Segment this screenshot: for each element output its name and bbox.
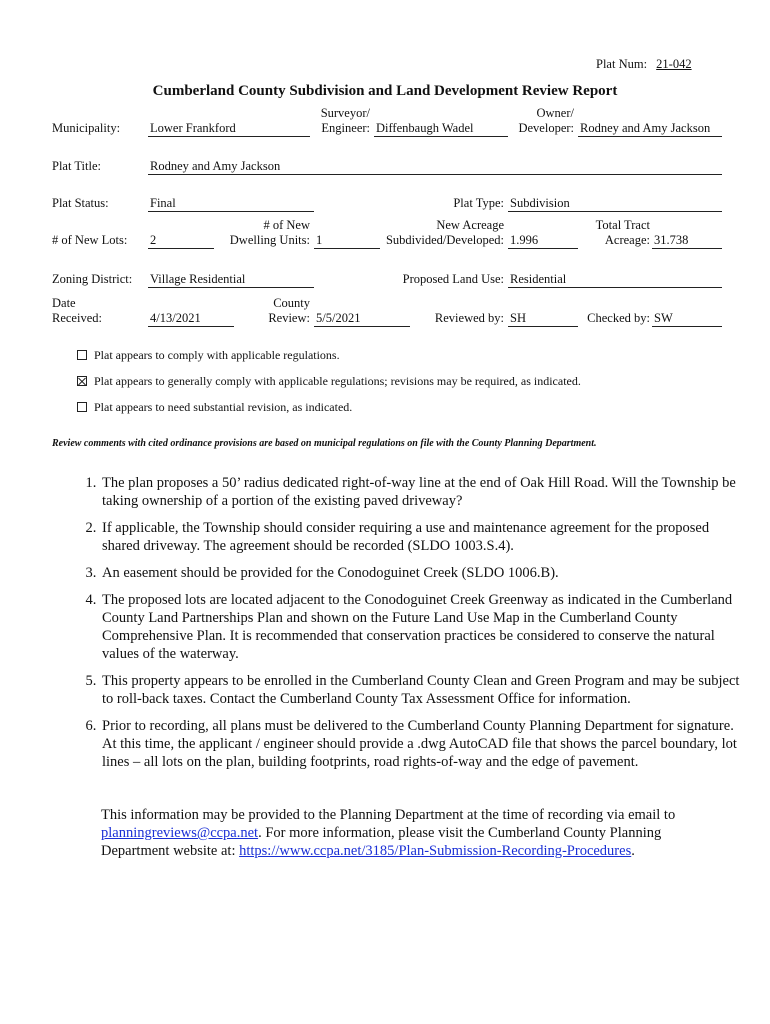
zoning-label: Zoning District: [52, 272, 133, 286]
plat-num [596, 57, 692, 72]
new-acreage-field: 1.996 [508, 233, 578, 249]
new-lots-field: 2 [148, 233, 214, 249]
report-title: Cumberland County Subdivision and Land Development Review Report [152, 83, 618, 99]
date-received-field: 4/13/2021 [148, 311, 234, 327]
checked-by-label: Checked by: [587, 311, 650, 325]
tract-label-2: Acreage: [604, 233, 650, 247]
plat-type-field: Subdivision [508, 196, 722, 212]
comment-item: 6. Prior to recording, all plans must be delivered to the Cumberland County Planning Department for signature. At this time, the applicant / engineer should provide a .dwg AutoCAD file that shows the parcel boundary, lot lines – all lots on the plan, building footprints, road rights-of-way and the edge of pavement. [100, 717, 740, 771]
owner-field: Rodney and Amy Jackson [578, 121, 722, 137]
checked-by-field: SW [652, 311, 722, 327]
land-use-label: Proposed Land Use: [402, 272, 504, 286]
generally-comply-label: Plat appears to generally comply with applicable regulations; revisions may be required, as indicated. [94, 374, 581, 388]
closing-text-2: . For more information, please visit the Cumberland County Planning Department website at: [101, 825, 662, 859]
comment-item: 2. If applicable, the Township should consider requiring a use and maintenance agreement for the proposed shared driveway. The agreement should be recorded (SLDO 1003.S.4). [100, 519, 740, 555]
plat-num-value: 21-042 [656, 57, 692, 71]
closing-text-1: This information may be provided to the Planning Department at the time of recording via email to [101, 807, 676, 823]
closing-paragraph [101, 806, 701, 860]
email-link[interactable]: planningreviews@ccpa.net [101, 825, 259, 841]
comment-item: 4. The proposed lots are located adjacent to the Conodoguinet Creek Greenway as indicated in the Cumberland County Land Partnerships Plan and shown on the Future Land Use Map in the Cumberland County Comprehensive Plan. It is recommended that conservation practices be considered to conserve the natural values of the waterway. [100, 591, 740, 663]
dwelling-label-2: Dwelling Units: [229, 233, 310, 247]
closing-text-3: . [631, 843, 635, 859]
reviewed-by-field: SH [508, 311, 578, 327]
comment-item: 5. This property appears to be enrolled in the Cumberland County Clean and Green Program and may be subject to roll-back taxes. Contact the Cumberland County Tax Assessment Office for information. [100, 672, 740, 708]
county-review-label-2: Review: [268, 311, 310, 325]
substantial-revision-label: Plat appears to need substantial revision, as indicated. [94, 400, 353, 414]
substantial-revision-checkbox[interactable] [77, 402, 87, 412]
acreage-label-2: Subdivided/Developed: [385, 233, 504, 247]
new-lots-label: # of New Lots: [52, 233, 128, 247]
date-received-label-2: Received: [52, 311, 102, 325]
plat-status-label: Plat Status: [52, 196, 109, 210]
surveyor-field: Diffenbaugh Wadel [374, 121, 508, 137]
comply-label: Plat appears to comply with applicable regulations. [94, 348, 340, 362]
surveyor-label-1: Surveyor/ [320, 106, 370, 120]
surveyor-label-2: Engineer: [321, 121, 370, 135]
comment-item: 1. The plan proposes a 50’ radius dedicated right-of-way line at the end of Oak Hill Road. Will the Township be taking ownership of a portion of the existing paved driveway? [100, 474, 740, 510]
date-received-label-1: Date [52, 296, 76, 310]
review-note: Review comments with cited ordinance provisions are based on municipal regulations on file with the County Planning Department. [52, 438, 597, 449]
dwelling-label-1: # of New [263, 218, 310, 232]
plat-title-field: Rodney and Amy Jackson [148, 159, 722, 175]
comments-list [52, 474, 740, 780]
municipality-field: Lower Frankford [148, 121, 310, 137]
municipality-label: Municipality: [52, 121, 121, 135]
plat-title-label: Plat Title: [52, 159, 101, 173]
county-review-field: 5/5/2021 [314, 311, 410, 327]
procedures-link[interactable]: https://www.ccpa.net/3185/Plan-Submission-Recording-Procedures [239, 843, 632, 859]
plat-type-label: Plat Type: [453, 196, 504, 210]
tract-acreage-field: 31.738 [652, 233, 722, 249]
reviewed-by-label: Reviewed by: [434, 311, 504, 325]
tract-label-1: Total Tract [595, 218, 650, 232]
generally-comply-checkbox[interactable] [77, 376, 87, 386]
land-use-field: Residential [508, 272, 722, 288]
dwelling-units-field: 1 [314, 233, 380, 249]
owner-label-1: Owner/ [536, 106, 574, 120]
plat-status-field: Final [148, 196, 314, 212]
county-review-label-1: County [273, 296, 310, 310]
zoning-field: Village Residential [148, 272, 314, 288]
plat-num-label: Plat Num: [596, 57, 648, 71]
owner-label-2: Developer: [518, 121, 574, 135]
comment-item: 3. An easement should be provided for the Conodoguinet Creek (SLDO 1006.B). [100, 564, 740, 582]
acreage-label-1: New Acreage [436, 218, 504, 232]
comply-checkbox[interactable] [77, 350, 87, 360]
